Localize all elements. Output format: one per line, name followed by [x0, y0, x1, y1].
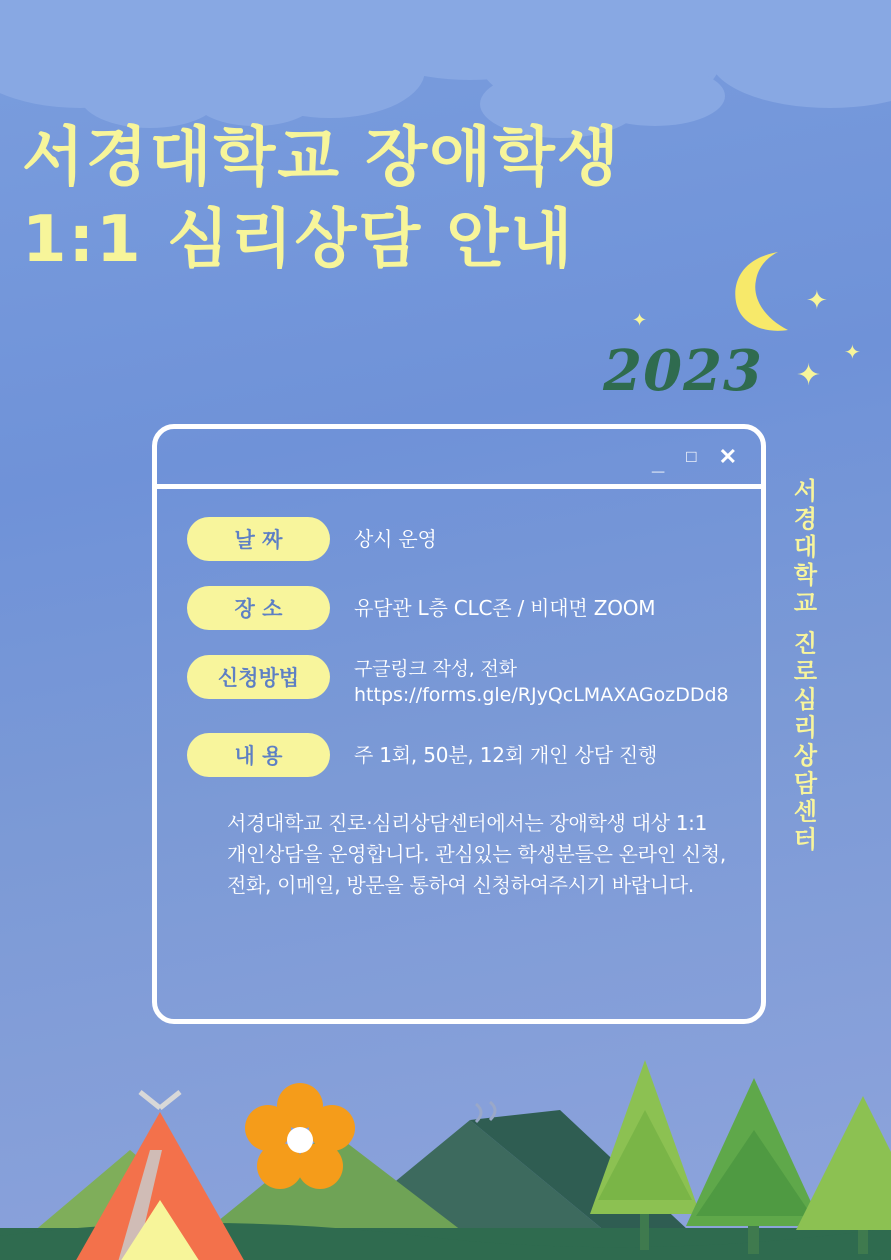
bottom-scenery	[0, 1000, 891, 1260]
window-description: 서경대학교 진로·심리상담센터에서는 장애학생 대상 1:1 개인상담을 운영합니다. 관심있는 학생분들은 온라인 신청, 전화, 이메일, 방문을 통하여 신청하여주시기 바랍니다.	[227, 811, 726, 898]
row-label-place: 장 소	[187, 586, 330, 630]
row-value-date: 상시 운영	[354, 527, 437, 551]
info-row-apply	[187, 655, 761, 708]
info-row-place	[187, 586, 761, 630]
sparkle-icon: ✦	[806, 285, 828, 315]
sparkle-icon: ✦	[796, 359, 822, 392]
center-name-vertical: 서경대학교 진로심리상담센터	[789, 478, 817, 855]
row-label-apply: 신청방법	[187, 655, 330, 699]
row-label-content: 내 용	[187, 733, 330, 777]
close-icon[interactable]: ✕	[718, 443, 737, 469]
sparkle-icon: ✦	[632, 310, 648, 330]
info-row-date	[187, 517, 761, 561]
info-window	[152, 424, 766, 1024]
maximize-icon[interactable]: □	[686, 447, 697, 466]
title-line-1: 서경대학교 장애학생	[22, 121, 621, 195]
minimize-icon[interactable]: _	[652, 449, 665, 475]
window-titlebar	[157, 429, 761, 489]
row-label-date: 날 짜	[187, 517, 330, 561]
row-value-place: 유담관 L층 CLC존 / 비대면 ZOOM	[354, 596, 656, 620]
sparkle-icon: ✦	[844, 342, 861, 364]
poster-year: 2023	[603, 338, 763, 404]
row-value-apply	[354, 655, 729, 708]
title-line-2: 1:1 심리상담 안내	[22, 202, 575, 277]
crescent-moon-icon	[726, 250, 792, 334]
apply-form-link[interactable]: https://forms.gle/RJyQcLMAXAGozDDd8	[354, 683, 729, 706]
info-row-content	[187, 733, 761, 777]
info-rows	[157, 489, 761, 901]
row-value-content: 주 1회, 50분, 12회 개인 상담 진행	[354, 743, 658, 768]
apply-method-text: 구글링크 작성, 전화	[354, 658, 517, 680]
